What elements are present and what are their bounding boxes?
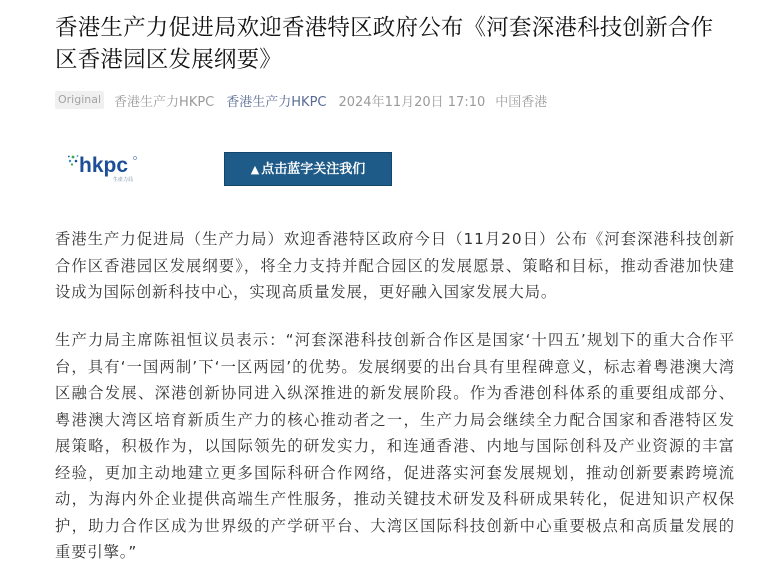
logo-star-icon — [68, 155, 79, 166]
account-link[interactable]: 香港生产力HKPC — [226, 94, 327, 110]
logo-wordmark: hkpc — [79, 154, 129, 177]
original-tag: Original — [55, 91, 104, 109]
logo-subtext: 生產力局 — [113, 177, 134, 183]
article-title: 香港生产力促进局欢迎香港特区政府公布《河套深港科技创新合作区香港园区发展纲要》 — [55, 15, 714, 73]
article-paragraph: 生产力局主席陈祖恒议员表示：“河套深港科技创新合作区是国家‘十四五’规划下的重大合作平台，具有‘一国两制’下‘一区两园’的优势。发展纲要的出台具有里程碑意义，标志着粤港澳大湾区融合发展、深港创新协同进入纵深推进的新发展阶段。作为香港创科体系的重要组成部分、粤港澳大湾区培育新质生产力的核心推动者之一，生产力局会继续全力配合国家和香港特区发展策略，积极作为，以国际领先的研发实力，和连通香港、内地与国际创科及产业资源的丰富经验，更加主动地建立更多国际科研合作网络，促进落实河套发展规划，推动创新要素跨境流动，为海内外企业提供高端生产性服务，推动关键技术研发及科研成果转化，促进知识产权保护，助力合作区成为世界级的产学研平台、大湾区国际科技创新中心重要极点和高质量发展的重要引擎。” — [55, 331, 735, 561]
publish-datetime: 2024年11月20日 17:10 — [338, 94, 486, 110]
logo-registered-mark — [133, 156, 136, 159]
hkpc-logo — [67, 150, 157, 186]
article-paragraph: 香港生产力促进局（生产力局）欢迎香港特区政府今日（11月20日）公布《河套深港科技创新合作区香港园区发展纲要》，将全力支持并配合园区的发展愿景、策略和目标，推动香港加快建设成为国际创新科技中心，实现高质量发展，更好融入国家发展大局。 — [55, 230, 735, 301]
follow-us-banner[interactable] — [224, 152, 392, 186]
follow-us-label: 点击蓝字关注我们 — [261, 162, 366, 177]
publish-location: 中国香港 — [495, 94, 548, 110]
up-arrow-icon: ▲ — [250, 163, 260, 176]
article-meta — [55, 90, 547, 110]
author-name: 香港生产力HKPC — [114, 94, 215, 110]
